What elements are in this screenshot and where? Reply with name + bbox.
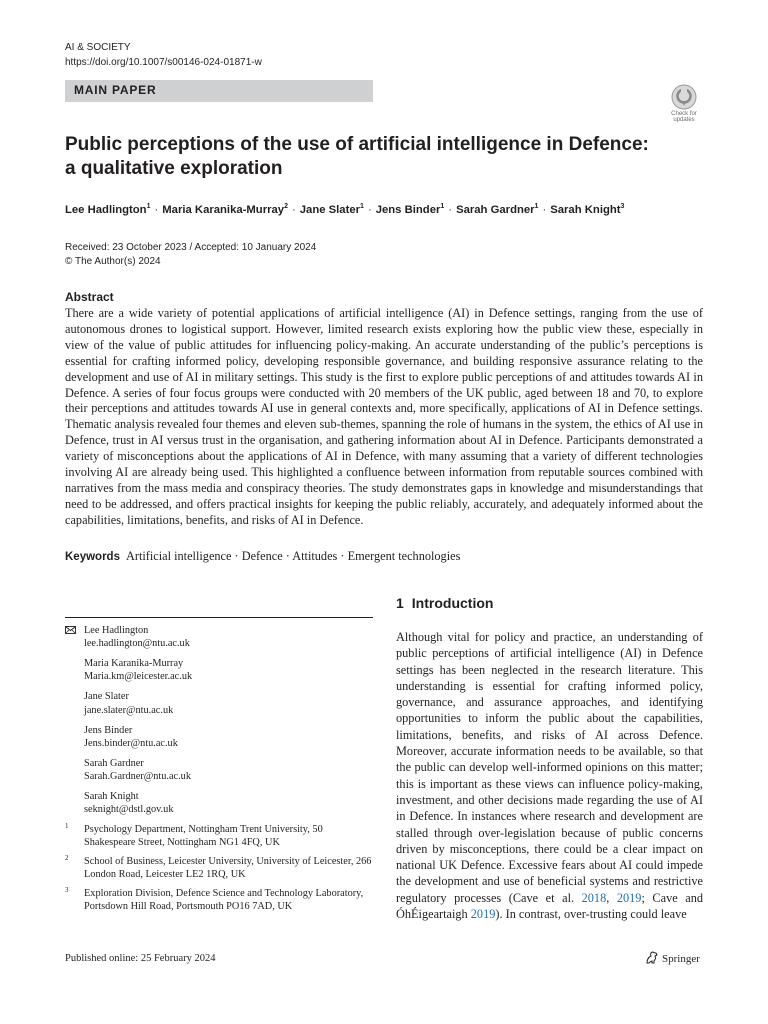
author[interactable]: Sarah Knight$^3$ [550, 203, 625, 216]
author-separator: · [291, 203, 296, 216]
check-badge-line1: Check for [671, 111, 697, 117]
publisher-name: Springer [662, 953, 700, 965]
citation-link[interactable]: 2018 [581, 890, 607, 905]
affiliation-entry [65, 855, 373, 882]
affiliation-text: Exploration Division, Defence Science and Technology Laboratory, Portsdown Hill Road, Portsmouth PO16 7AD, UK [84, 888, 364, 913]
contact-name: Jens Binder [84, 724, 133, 736]
abstract-heading: Abstract [65, 290, 114, 304]
journal-header [65, 40, 262, 70]
title-line2: a qualitative exploration [65, 158, 283, 179]
springer-horse-icon [645, 951, 659, 964]
envelope-icon [65, 626, 76, 634]
affiliation-entry [65, 887, 373, 914]
author-separator: · [154, 203, 159, 216]
keywords-label: Keywords [65, 551, 120, 563]
publisher-logo[interactable] [645, 951, 700, 965]
author[interactable]: Sarah Gardner$^1$ [456, 203, 539, 216]
contact-name: Sarah Gardner [84, 757, 144, 769]
affiliations [65, 823, 373, 919]
abstract-text: There are a wide variety of potential applications of artificial intelligence (AI) in Defence settings, ranging from the use of autonomous drones to logistical support. However, limited research exists exploring how the public view these, especially in view of the value of public attitudes for influencing policy-making. An accurate understanding of the public’s perceptions is essential for crafting informed policy, developing responsible governance, and building responsive assurance relating to the development and use of AI in military settings. This study is the first to explore public perceptions of and attitudes towards AI in Defence. A series of four focus groups were conducted with 20 members of the UK public, aged between 18 and 70, to explore their perceptions and attitudes towards AI use in general contexts and, more specifically, applications of AI in Defence settings. Thematic analysis revealed four themes and eleven sub-themes, spanning the role of humans in the system, the ethics of AI use in Defence, trust in AI versus trust in the organisation, and gathering information about AI in Defence. Participants demonstrated a variety of misconceptions about the applications of AI in Defence, with many assuming that a variety of different technologies involving AI are already being used. This highlighted a confluence between information from reputable sources combined with narratives from the mass media and conspiracy theories. The study demonstrates gaps in knowledge and misunderstandings that need to be addressed, and offers practical insights for keeping the public reliably, accurately, and adequately informed about the capabilities, limitations, benefits, and risks of AI in Defence. [65, 306, 703, 527]
author[interactable]: Jens Binder$^1$ [375, 203, 445, 216]
check-for-updates-icon [671, 84, 697, 110]
author[interactable]: Lee Hadlington$^1$ [65, 203, 151, 216]
contact-email[interactable]: lee.hadlington@ntu.ac.uk [84, 638, 190, 650]
article-type-banner [65, 80, 373, 102]
contact-entry [65, 790, 373, 817]
doi-link[interactable]: https://doi.org/10.1007/s00146-024-01871-w [65, 57, 262, 68]
contact-email[interactable]: jane.slater@ntu.ac.uk [84, 704, 174, 716]
affiliation-number: 2 [65, 854, 69, 863]
article-type-label: MAIN PAPER [74, 83, 157, 97]
keywords-text: Artificial intelligence · Defence · Attitudes · Emergent technologies [125, 549, 461, 563]
contact-entry [65, 757, 373, 784]
published-online-date: Published online: 25 February 2024 [65, 953, 216, 964]
contact-email[interactable]: Sarah.Gardner@ntu.ac.uk [84, 771, 191, 783]
contact-name: Sarah Knight [84, 790, 139, 802]
author-contacts [65, 624, 373, 823]
contact-email[interactable]: seknight@dstl.gov.uk [84, 804, 174, 816]
affiliation-entry [65, 823, 373, 850]
section-title: Introduction [411, 595, 494, 611]
author-separator: · [542, 203, 547, 216]
contact-name: Jane Slater [84, 691, 129, 703]
copyright-notice: © The Author(s) 2024 [65, 256, 161, 267]
citation-link[interactable]: 2019 [616, 890, 642, 905]
article-dates [65, 241, 316, 269]
paper-title [65, 133, 685, 181]
introduction-text: Although vital for policy and practice, an understanding of public perceptions of artificial intelligence (AI) in Defence settings has been neglected in the research literature. This understanding is essential for crafting informed policy, governance, and assurance approaches, and identifying opportunities to inform the public about the capabilities, limitations, benefits, and risks of AI across Defence. Moreover, accurate information needs to be available, so that the public can develop well-informed opinions on this matter; this is important as these views can influence policy-making, investment, and other decisions made regarding the use of AI in Defence. In instances where research and development are stalled through over-legislation because of public concerns driven by misconceptions, there could be a clear impact on national UK Defence. Excessive fears about AI could impede the development and use of beneficial systems and restrictive regulatory processes (Cave et al. 2018, 2019; Cave and ÓhÉigeartaigh 2019). In contrast, over-trusting could leave [396, 630, 704, 922]
title-line1: Public perceptions of the use of artificial intelligence in Defence: [65, 134, 649, 155]
affiliation-number: 3 [65, 886, 69, 895]
author-list [65, 203, 725, 216]
contact-email[interactable]: Jens.binder@ntu.ac.uk [84, 737, 178, 749]
author[interactable]: Maria Karanika-Murray$^2$ [162, 203, 288, 216]
footnote-divider [65, 617, 373, 618]
author-separator: · [448, 203, 453, 216]
received-accepted-dates: Received: 23 October 2023 / Accepted: 10 January 2024 [65, 242, 317, 253]
affiliation-number: 1 [65, 822, 69, 830]
journal-name: AI & SOCIETY [65, 42, 131, 53]
contact-entry [65, 657, 373, 684]
section-heading-introduction [396, 595, 493, 611]
contact-name: Maria Karanika-Murray [84, 658, 184, 670]
contact-entry [65, 724, 373, 751]
check-badge-line2: updates [673, 117, 695, 123]
affiliation-text: School of Business, Leicester University, University of Leicester, 266 London Road, Leicester LE2 1RQ, UK [84, 856, 372, 881]
author-separator: · [367, 203, 372, 216]
contact-email[interactable]: Maria.km@leicester.ac.uk [84, 671, 193, 683]
affiliation-text: Psychology Department, Nottingham Trent University, 50 Shakespeare Street, Nottingham NG1 4FQ, UK [84, 824, 323, 849]
author[interactable]: Jane Slater$^1$ [299, 203, 364, 216]
contact-entry [65, 624, 373, 651]
contact-entry [65, 690, 373, 717]
section-number: 1 [396, 595, 404, 611]
check-for-updates-button[interactable] [665, 84, 703, 124]
contact-name: Lee Hadlington [84, 625, 149, 636]
citation-link[interactable]: 2019 [470, 907, 496, 922]
keywords-line [65, 549, 460, 564]
